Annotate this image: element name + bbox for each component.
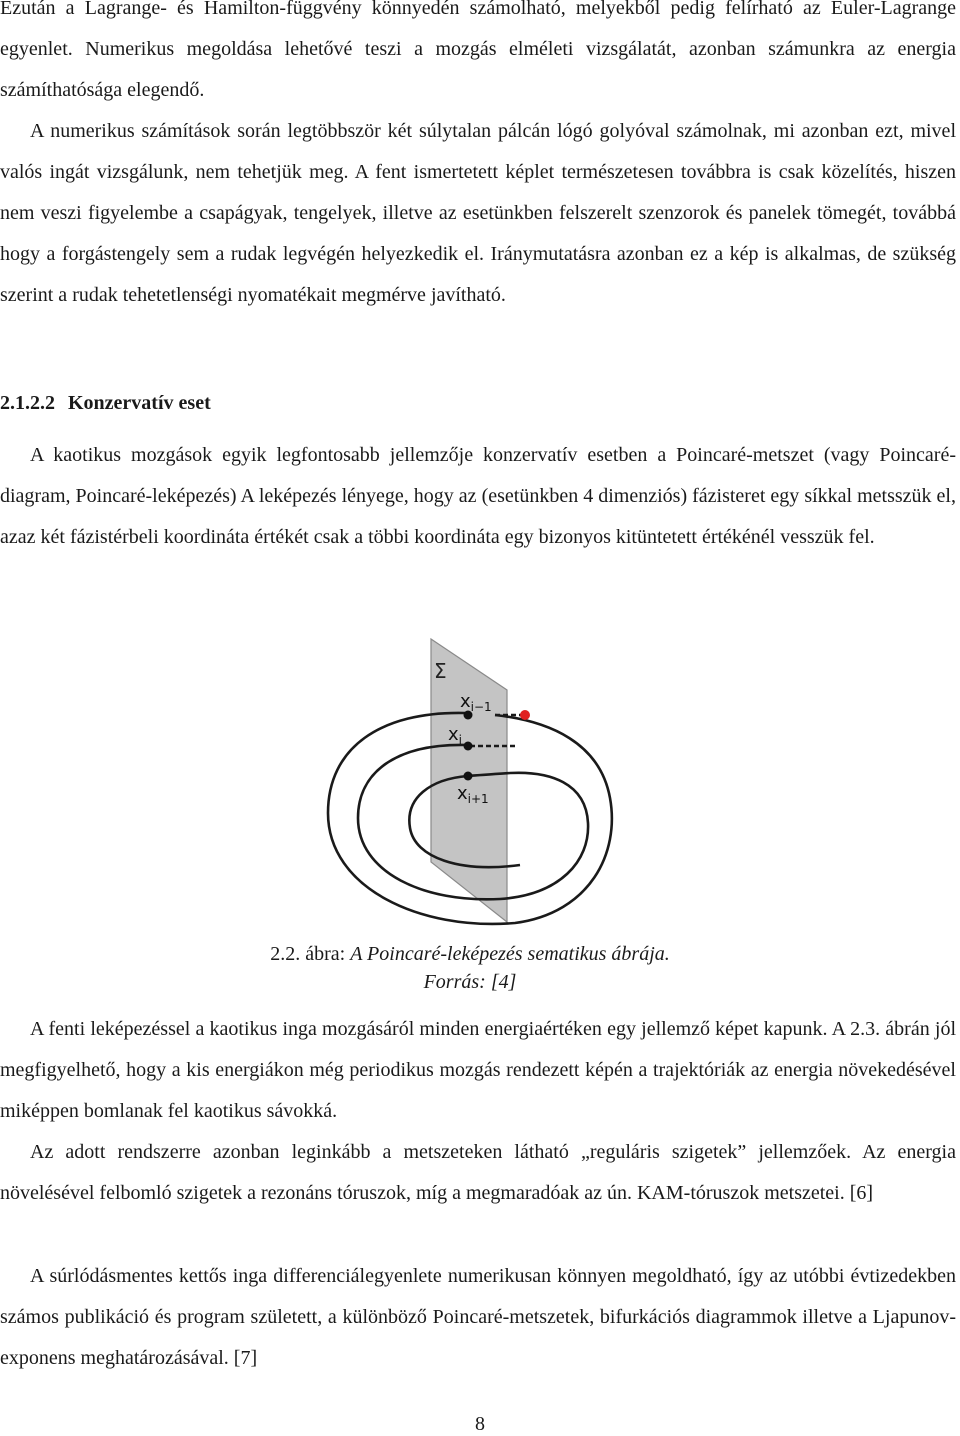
paragraph-regular-islands: Az adott rendszerre azonban leginkább a metszeteken látható „reguláris szigetek” jellemzőek. Az energia növelésével felbomló szigetek a rezonáns tóruszok, míg a megmaradóak az ún. KAM-tóruszok metszetei. [6]: [0, 1141, 956, 1204]
paragraph-energy-picture: A fenti leképezéssel a kaotikus inga mozgásáról minden energiaértéken egy jellemző képet kapunk. A 2.3. ábrán jól megfigyelhető, hogy a kis energiákon még periodikus mozgás rendezett képén a trajektóriák az energia növekedésével miképpen bomlanak fel kaotikus sávokká.: [0, 1018, 956, 1122]
point-highlight: [520, 710, 530, 720]
paragraph-frictionless: A súrlódásmentes kettős inga differenciálegyenlete numerikusan könnyen megoldható, így az utóbbi évtizedekben számos publikáció és program született, a különböző Poincaré-metszetek, bifurkációs diagrammok illetve a Ljapunov-exponens meghatározásával. [7]: [0, 1265, 956, 1369]
section-title: Konzervatív eset: [68, 392, 211, 414]
point-x-next: [464, 772, 473, 781]
label-x-current: $x_i$: [448, 724, 462, 747]
figure-caption: [270, 940, 670, 996]
page-number: 8: [475, 1413, 485, 1435]
point-x-current: [464, 742, 473, 751]
label-x-next: $x_{i+1}$: [457, 783, 489, 806]
plane-label: Σ: [434, 659, 447, 683]
paragraph-numerical: A numerikus számítások során legtöbbször két súlytalan pálcán lógó golyóval számolnak, mi azonban ezt, mivel valós ingát vizsgálunk, nem tehetjük meg. A fent ismertetett képlet természetesen továbbra is csak közelítés, hiszen nem veszi figyelembe a csapágyak, tengelyek, illetve az esetünkben felszerelt szenzorok és panelek tömegét, továbbá hogy a forgástengely sem a rudak legvégén helyezkedik el. Iránymutatásra azonban ez a kép is alkalmas, de szükség szerint a rudak tehetetlenségi nyomatékait megmérve javítható.: [0, 120, 956, 306]
section-heading: [0, 385, 211, 421]
poincare-map-figure: [320, 633, 630, 943]
label-x-prev: $x_{i-1}$: [460, 691, 492, 714]
paragraph-lagrange: Ezután a Lagrange- és Hamilton-függvény könnyedén számolható, melyekből pedig felírható az Euler-Lagrange egyenlet. Numerikus megoldása lehetővé teszi a mozgás elméleti vizsgálatát, azonban számunkra az energia számíthatósága elegendő.: [0, 0, 956, 101]
caption-prefix: 2.2. ábra:: [270, 943, 351, 965]
caption-italic: A Poincaré-leképezés sematikus ábrája. Forrás: [4]: [350, 943, 670, 993]
paragraph-poincare-intro: A kaotikus mozgások egyik legfontosabb jellemzője konzervatív esetben a Poincaré-metszet (vagy Poincaré-diagram, Poincaré-leképezés) A leképezés lényege, hogy az (esetünkben 4 dimenziós) fázisteret egy síkkal metsszük el, azaz két fázistérbeli koordináta értékét csak a többi koordináta egy bizonyos kitüntetett értékénél vesszük fel.: [0, 444, 956, 548]
section-number: 2.1.2.2: [0, 392, 55, 414]
